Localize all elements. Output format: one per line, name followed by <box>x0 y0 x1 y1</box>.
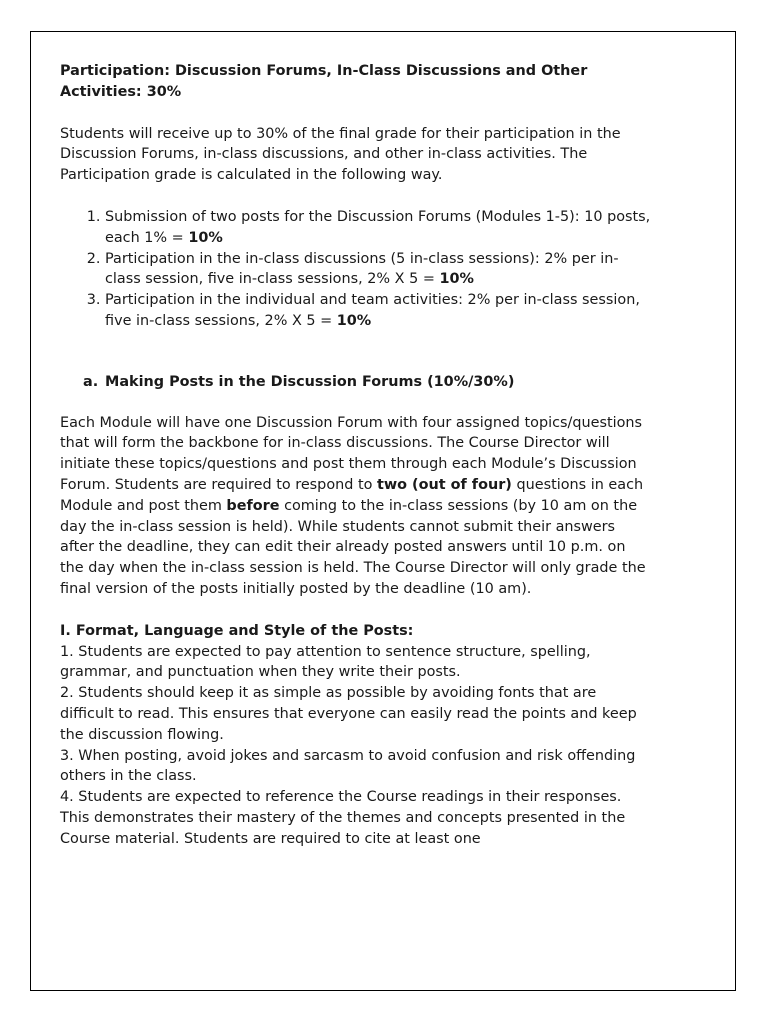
intro-paragraph: Students will receive up to 30% of the final grade for their participation in the Discussion Forums, in-class discussions, and other in-class activities. The Participation grade is calculated in the following way. <box>60 125 621 184</box>
breakdown-item <box>105 207 652 249</box>
subsection-heading <box>60 372 652 393</box>
breakdown-item-text: Participation in the in-class discussions (5 in-class sessions): 2% per in-class session, five in-class sessions, 2% X 5 = <box>105 250 619 288</box>
breakdown-item-value: 10% <box>439 271 474 288</box>
subsection-title: Making Posts in the Discussion Forums (10%/30%) <box>105 373 515 390</box>
forum-text-1: Each Module will have one Discussion Forum with four assigned topics/questions that will form the backbone for in-class discussions. The Course Director will initiate these topics/questions and post them through each Module’s Discussion Forum. Students are required to respond to <box>60 414 643 493</box>
breakdown-item-text: Submission of two posts for the Discussion Forums (Modules 1-5): 10 posts, each 1% = <box>105 208 651 246</box>
format-rule: 2. Students should keep it as simple as possible by avoiding fonts that are difficult to read. This ensures that everyone can easily read the points and keep the discussion flowing. <box>60 685 637 743</box>
forum-paragraph <box>60 413 652 600</box>
forum-emphasis-1: two (out of four) <box>376 476 512 493</box>
format-rule: 3. When posting, avoid jokes and sarcasm to avoid confusion and risk offending others in the class. <box>60 747 636 785</box>
section-heading: Participation: Discussion Forums, In-Class Discussions and Other Activities: 30% <box>60 63 588 100</box>
breakdown-item <box>105 290 652 332</box>
forum-text-2: questions in each Module and post them <box>60 476 644 514</box>
format-rule: 4. Students are expected to reference the Course readings in their responses. This demonstrates their mastery of the themes and concepts presented in the Course material. Students are required to cite at least one <box>60 789 626 847</box>
forum-emphasis-2: before <box>226 497 280 514</box>
breakdown-item <box>105 249 652 291</box>
forum-text-3: coming to the in-class sessions (by 10 am on the day the in-class session is held). While students cannot submit their answers after the deadline, they can edit their already posted answers until 10 p.m. on the day when the in-class session is held. The Course Director will only grade the final version of the posts initially posted by the deadline (10 am). <box>60 497 646 597</box>
format-rules <box>60 642 652 850</box>
breakdown-item-text: Participation in the individual and team activities: 2% per in-class session, five in-class sessions, 2% X 5 = <box>105 292 640 329</box>
format-section-title: I. Format, Language and Style of the Posts: <box>60 622 414 639</box>
subsection-marker: a. <box>83 373 99 390</box>
breakdown-item-value: 10% <box>336 312 372 329</box>
document-content <box>60 61 652 850</box>
grade-breakdown-list <box>60 207 652 332</box>
breakdown-item-value: 10% <box>188 229 223 246</box>
format-rule: 1. Students are expected to pay attention to sentence structure, spelling, grammar, and punctuation when they write their posts. <box>60 643 591 681</box>
